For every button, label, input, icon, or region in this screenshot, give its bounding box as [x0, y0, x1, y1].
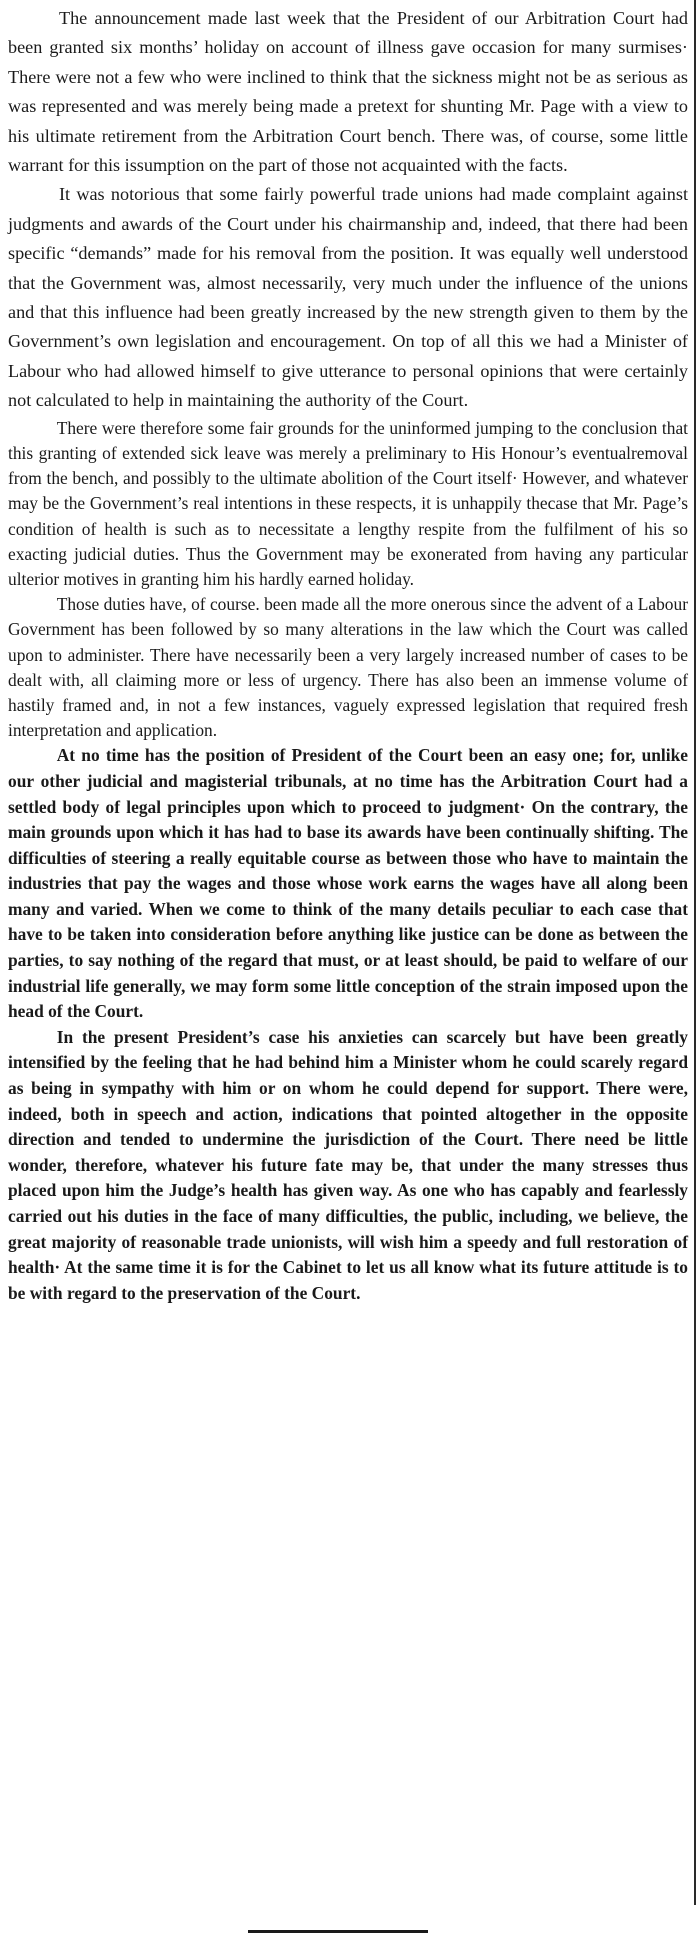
paragraph-5: At no time has the position of President of the Court been an easy one; for, unlike our other judicial and magisterial tribunals, at no time has the Arbitration Court had a settled body of legal principles upon which to proceed to judgment· On the contrary, the main grounds upon which it has had to base its awards have been continually shifting. The difficulties of steering a really equitable course as between those who have to maintain the industries that pay the wages and those whose work earns the wages have all along been many and varied. When we come to think of the many details peculiar to each case that have to be taken into consideration before anything like justice can be done as between the parties, to say nothing of the regard that must, or at least should, be paid to welfare of our industrial life generally, we may form some little conception of the strain imposed upon the head of the Court. — [8, 745, 688, 1022]
paragraph-1: The announcement made last week that the President of our Arbitration Court had been granted six months’ holiday on account of illness gave occasion for many surmises· There were not a few who were inclined to think that the sickness might not be as serious as was represented and was merely being made a pretext for shunting Mr. Page with a view to his ultimate retirement from the Arbitration Court bench. There was, of course, some little warrant for this issumption on the part of those not acquainted with the facts. — [8, 8, 688, 176]
paragraph-3: There were therefore some fair grounds for the uninformed jumping to the conclusion that this granting of extended sick leave was merely a preliminary to His Honour’s eventualremoval from the bench, and possibly to the ultimate abolition of the Court itself· However, and whatever may be the Government’s real intentions in these respects, it is unhappily thecase that Mr. Page’s condition of health is such as to necessitate a lengthy respite from the fulfilment of his so exacting judicial duties. Thus the Government may be exonerated from having any particular ulterior motives in granting him his hardly earned holiday. — [8, 417, 688, 589]
paragraph-4: Those duties have, of course. been made all the more onerous since the advent of a Labour Government has been followed by so many alterations in the law which the Court was called upon to administer. There have necessarily been a very largely increased number of cases to be dealt with, all claiming more or less of urgency. There has also been an immense volume of hastily framed and, in not a few instances, vaguely expressed legislation that required fresh interpretation and application. — [8, 594, 688, 741]
end-rule — [248, 1930, 428, 1933]
editorial-column — [8, 4, 688, 1306]
column-rule — [694, 0, 696, 1905]
paragraph-2: It was notorious that some fairly powerful trade unions had made complaint against judgments and awards of the Court under his chairmanship and, indeed, that there had been specific “demands” made for his removal from the position. It was equally well understood that the Government was, almost necessarily, very much under the influence of the unions and that this influence had been greatly increased by the new strength given to them by the Government’s own legislation and encouragement. On top of all this we had a Minister of Labour who had allowed himself to give utterance to personal opinions that were certainly not calculated to help in maintaining the authority of the Court. — [8, 184, 688, 411]
paragraph-6: In the present President’s case his anxieties can scarcely but have been greatly intensified by the feeling that he had behind him a Minister whom he could scarely regard as being in sympathy with him or on whom he could depend for support. There were, indeed, both in speech and action, indications that pointed altogether in the opposite direction and tended to undermine the jurisdiction of the Court. There need be little wonder, therefore, whatever his future fate may be, that under the many stresses thus placed upon him the Judge’s health has given way. As one who has capably and fearlessly carried out his duties in the face of many difficulties, the public, including, we believe, the great majority of reasonable trade unionists, will wish him a speedy and full restoration of health· At the same time it is for the Cabinet to let us all know what its future attitude is to be with regard to the preservation of the Court. — [8, 1026, 688, 1303]
